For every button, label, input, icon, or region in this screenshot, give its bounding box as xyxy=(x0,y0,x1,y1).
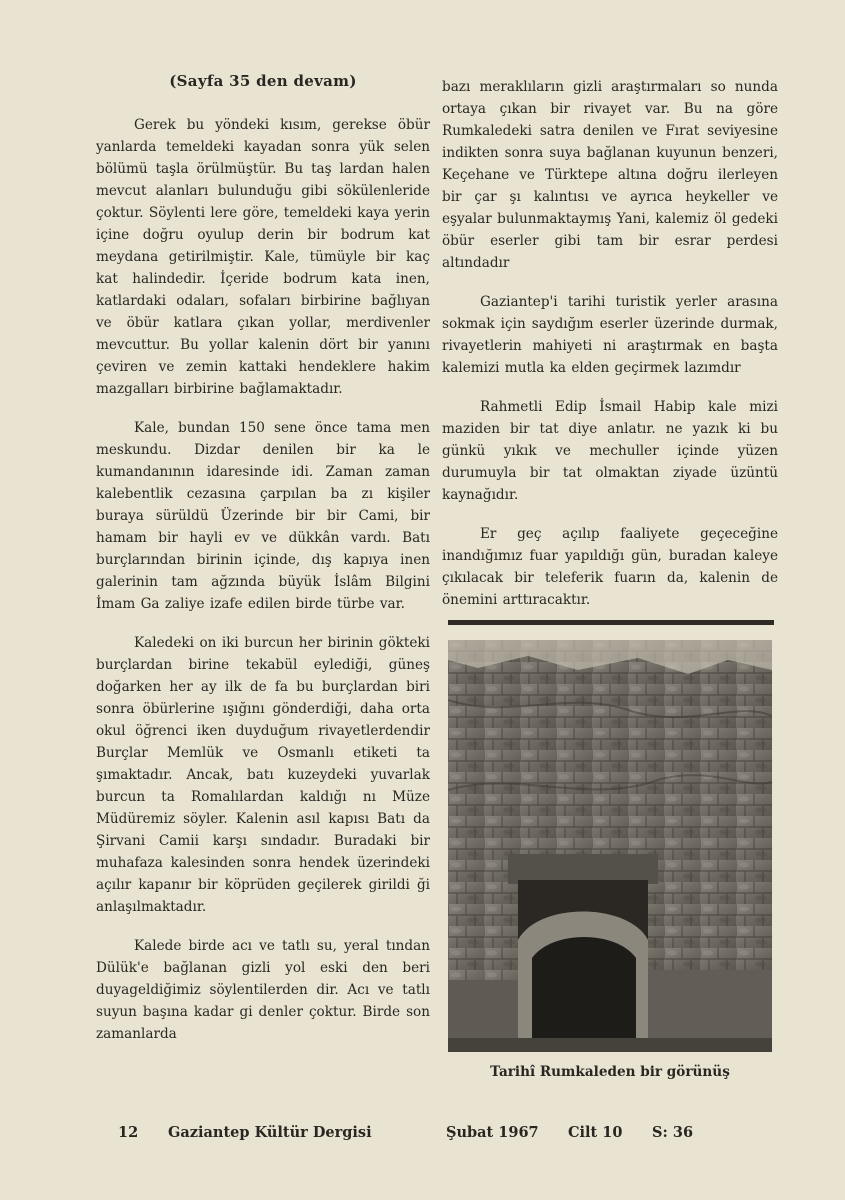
issue-date: Şubat 1967 xyxy=(446,1124,539,1141)
continued-note: (Sayfa 35 den devam) xyxy=(169,72,357,90)
rumkale-photo-image xyxy=(448,640,772,1052)
article-paragraph: Gaziantep'i tarihi turistik yerler arasına sokmak için saydığım eserler üzerinde durmak, rivayetlerin mahiyeti ni araştırmak en başta kalemizi mutla ka elden geçirmek lazımdır xyxy=(442,294,778,376)
issue-number: S: 36 xyxy=(652,1124,694,1141)
photo-divider-rule xyxy=(448,620,774,625)
footer-right xyxy=(446,1124,746,1141)
rumkale-photo xyxy=(448,640,772,1052)
photo-caption: Tarihî Rumkaleden bir görünüş xyxy=(490,1064,730,1080)
right-column xyxy=(442,76,778,611)
article-paragraph: Kale, bundan 150 sene önce tama men meskundu. Dizdar denilen bir ka le kumandanının idaresinde idi. Zaman zaman kalebentlik cezasına çarpılan ba zı kişiler buraya sürüldü Üzerinde bir bir Cami, bir hamam bir hayli ev ve dükkân vardı. Batı burçlarından birinin içinde, dış kapıya inen galerinin tam ağzında büyük İslâm Bilgini İmam Ga zaliye izafe edilen birde türbe var. xyxy=(96,420,430,612)
footer-left xyxy=(118,1124,438,1141)
article-paragraph: bazı meraklıların gizli araştırmaları so nunda ortaya çıkan bir rivayet var. Bu na göre Rumkaledeki satra denilen ve Fırat seviyesine indikten sonra suya bağlanan kuyunun benzeri, Keçehane ve Türktepe altına doğru ilerleyen bir çar şı kalıntısı ve ayrıca heykeller ve eşyalar bulunmaktaymış Yani, kalemiz öl gedeki öbür eserler gibi tam bir esrar perdesi altındadır xyxy=(442,79,778,271)
article-paragraph: Kaledeki on iki burcun her birinin gökteki burçlardan birine tekabül eylediği, güneş doğarken her ay ilk de fa bu burçlardan biri sonra öbürlerine ışığını gönderdiği, daha orta okul öğrenci iken duyduğum rivayetlerdendir Burçlar Memlük ve Osmanlı etiketi ta şımaktadır. Ancak, batı kuzeydeki yuvarlak burcun ta Romalılardan kaldığı nı Müze Müdüremiz söyler. Kalenin asıl kapısı Batı da Şirvani Camii karşı sındadır. Buradaki bir muhafaza kalesinden sonra hendek üzerindeki açılır kapanır bir köprüden geçilerek girildi ği anlaşılmaktadır. xyxy=(96,635,430,915)
article-paragraph: Gerek bu yöndeki kısım, gerekse öbür yanlarda temeldeki kayadan sonra yük selen bölümü taşla örülmüştür. Bu taş lardan halen mevcut alanları bulunduğu gibi sökülenleride çoktur. Söylenti lere göre, temeldeki kaya yerin içine doğru oyulup derin bir bodrum kat meydana getirilmiştir. Kale, tümüyle bir kaç kat halindedir. İçeride bodrum kata inen, katlardaki odaları, sofaları birbirine bağlıyan ve öbür katlara çıkan yollar, merdivenler mevcuttur. Bu yollar kalenin dört bir yanını çeviren ve zemin kattaki hendeklere hakim mazgalları birbirine bağlamaktadır. xyxy=(96,117,430,397)
left-column xyxy=(96,72,430,1045)
article-paragraph: Er geç açılıp faaliyete geçeceğine inandığımız fuar yapıldığı gün, buradan kaleye çıkılacak bir teleferik fuarın da, kalenin de önemini arttıracaktır. xyxy=(442,526,778,608)
page-number: 12 xyxy=(118,1124,139,1141)
magazine-title: Gaziantep Kültür Dergisi xyxy=(168,1124,372,1141)
volume-number: Cilt 10 xyxy=(568,1124,623,1141)
article-paragraph: Kalede birde acı ve tatlı su, yeral tından Dülük'e bağlanan gizli yol eski den beri duyageldiğimiz söylentilerden dir. Acı ve tatlı suyun başına kadar gi denler çoktur. Birde son zamanlarda xyxy=(96,938,430,1042)
article-paragraph: Rahmetli Edip İsmail Habip kale mizi maziden bir tat diye anlatır. ne yazık ki bu günkü yıkık ve mechuller içinde yüzen durumuyla bir tat olmaktan ziyade üzüntü kaynağıdır. xyxy=(442,399,778,503)
